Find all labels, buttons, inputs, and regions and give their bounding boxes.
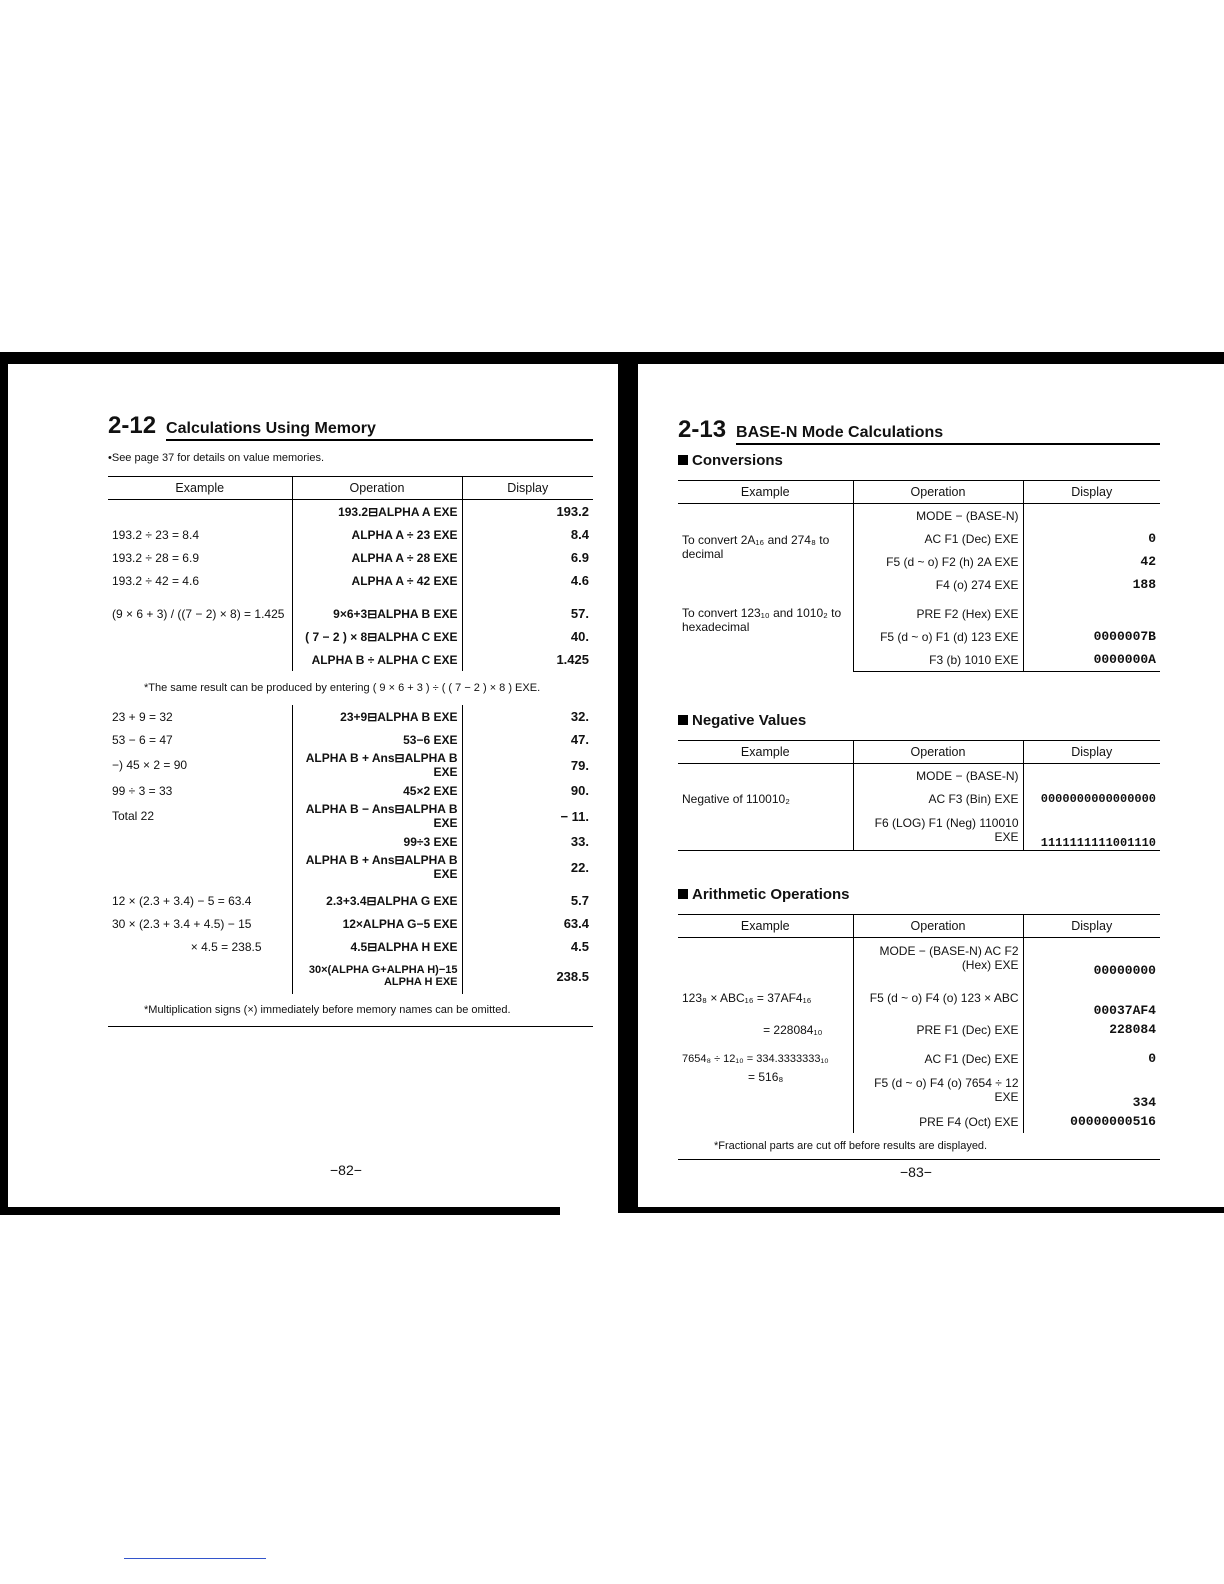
example-cell: = 516₈ bbox=[678, 1070, 853, 1110]
example-cell: 193.2 ÷ 42 = 4.6 bbox=[108, 569, 292, 592]
display-cell: 47. bbox=[570, 732, 589, 747]
square-bullet-icon bbox=[678, 889, 688, 899]
table-row bbox=[108, 728, 593, 751]
subsection-title: Conversions bbox=[692, 452, 783, 469]
example-cell bbox=[678, 938, 853, 979]
scan-border-left bbox=[0, 352, 8, 1212]
header-display: Display bbox=[1023, 915, 1160, 938]
example-cell: 99 ÷ 3 = 33 bbox=[108, 779, 292, 802]
example-cell: −) 45 × 2 = 90 bbox=[108, 751, 292, 779]
display-cell bbox=[1023, 602, 1160, 625]
display-cell bbox=[1023, 504, 1160, 528]
table-row bbox=[108, 523, 593, 546]
table-row bbox=[108, 500, 593, 524]
display-cell: 00000000516 bbox=[1070, 1114, 1156, 1129]
operation-cell: ALPHA B ÷ ALPHA C EXE bbox=[292, 648, 462, 671]
example-cell: 30 × (2.3 + 3.4 + 4.5) − 15 bbox=[108, 912, 292, 935]
header-example: Example bbox=[678, 481, 853, 504]
subsection-negative-values bbox=[678, 712, 806, 729]
display-cell: 188 bbox=[1132, 577, 1156, 592]
section-number: 2-12 bbox=[108, 412, 157, 439]
example-cell bbox=[108, 648, 292, 671]
memory-table bbox=[108, 476, 593, 1027]
example-cell bbox=[678, 810, 853, 851]
display-cell: 228084 bbox=[1109, 1022, 1156, 1037]
example-cell: = 228084₁₀ bbox=[678, 1018, 853, 1041]
section-name: BASE-N Mode Calculations bbox=[736, 424, 1160, 445]
display-cell: 0 bbox=[1148, 1051, 1156, 1066]
header-operation: Operation bbox=[853, 481, 1023, 504]
page-left bbox=[8, 364, 618, 1207]
table-row bbox=[108, 830, 593, 853]
operation-cell: AC F3 (Bin) EXE bbox=[853, 787, 1023, 810]
operation-cell: MODE − (BASE-N) bbox=[853, 764, 1023, 788]
header-display: Display bbox=[1023, 481, 1160, 504]
square-bullet-icon bbox=[678, 455, 688, 465]
display-cell: 0000000A bbox=[1023, 648, 1160, 672]
table-row bbox=[108, 853, 593, 881]
header-operation: Operation bbox=[292, 477, 462, 500]
example-cell: (9 × 6 + 3) / ((7 − 2) × 8) = 1.425 bbox=[108, 602, 292, 625]
subsection-title: Arithmetic Operations bbox=[692, 886, 850, 903]
example-cell: 193.2 ÷ 23 = 8.4 bbox=[108, 523, 292, 546]
table-row bbox=[678, 1070, 1160, 1110]
negative-table bbox=[678, 740, 1160, 851]
multiplication-note: *Multiplication signs (×) immediately before memory names can be omitted. bbox=[108, 994, 593, 1027]
section-number: 2-13 bbox=[678, 416, 727, 443]
header-operation: Operation bbox=[853, 915, 1023, 938]
example-cell bbox=[108, 958, 292, 994]
display-cell: 79. bbox=[570, 757, 589, 773]
operation-cell: F5 (d ~ o) F4 (o) 7654 ÷ 12 EXE bbox=[853, 1070, 1023, 1110]
operation-cell: 9×6+3⊟ALPHA B EXE bbox=[292, 602, 462, 625]
display-cell: 33. bbox=[570, 834, 589, 849]
operation-cell: 193.2⊟ALPHA A EXE bbox=[292, 500, 462, 524]
section-title-2-12 bbox=[108, 412, 593, 441]
table-row bbox=[108, 889, 593, 912]
table-row bbox=[678, 938, 1160, 979]
operation-cell: ALPHA A ÷ 23 EXE bbox=[292, 523, 462, 546]
example-cell: 7654₈ ÷ 12₁₀ = 334.3333333₁₀ bbox=[678, 1047, 853, 1070]
page-right bbox=[638, 364, 1224, 1207]
operation-cell: F5 (d ~ o) F2 (h) 2A EXE bbox=[853, 550, 1023, 573]
arithmetic-table bbox=[678, 914, 1160, 1160]
display-cell: 238.5 bbox=[556, 968, 589, 984]
table-row bbox=[678, 787, 1160, 810]
display-cell: 63.4 bbox=[563, 916, 589, 931]
header-example: Example bbox=[678, 741, 853, 764]
operation-cell: ALPHA B + Ans⊟ALPHA B EXE bbox=[292, 853, 462, 881]
table-row bbox=[678, 602, 1160, 625]
table-row bbox=[108, 935, 593, 958]
operation-cell: ALPHA B − Ans⊟ALPHA B EXE bbox=[292, 802, 462, 830]
display-cell: 8.4 bbox=[570, 527, 589, 542]
table-row bbox=[108, 751, 593, 779]
table-row bbox=[108, 602, 593, 625]
same-result-note: *The same result can be produced by entering ( 9 × 6 + 3 ) ÷ ( ( 7 − 2 ) × 8 ) EXE. bbox=[144, 682, 541, 694]
operation-cell: 30×(ALPHA G+ALPHA H)−15 ALPHA H EXE bbox=[292, 958, 462, 994]
example-cell bbox=[678, 1110, 853, 1133]
operation-cell: PRE F1 (Dec) EXE bbox=[853, 1018, 1023, 1041]
table-row bbox=[678, 764, 1160, 788]
operation-cell: MODE − (BASE-N) bbox=[853, 504, 1023, 528]
operation-cell: F4 (o) 274 EXE bbox=[853, 573, 1023, 596]
example-cell: To convert 123₁₀ and 1010₂ to hexadecimal bbox=[678, 602, 853, 672]
table-row bbox=[678, 1018, 1160, 1041]
example-cell: Negative of 110010₂ bbox=[678, 787, 853, 810]
display-cell: 22. bbox=[570, 859, 589, 875]
subsection-arithmetic bbox=[678, 886, 850, 903]
table-row bbox=[678, 978, 1160, 1018]
example-cell bbox=[678, 764, 853, 788]
example-cell bbox=[678, 504, 853, 528]
display-cell: 5.7 bbox=[570, 893, 589, 908]
table-row bbox=[108, 802, 593, 830]
operation-cell: PRE F2 (Hex) EXE bbox=[853, 602, 1023, 625]
operation-cell: 2.3+3.4⊟ALPHA G EXE bbox=[292, 889, 462, 912]
operation-cell: ALPHA A ÷ 28 EXE bbox=[292, 546, 462, 569]
page-number-left: −82− bbox=[330, 1162, 362, 1178]
table-row bbox=[108, 648, 593, 671]
operation-cell: F5 (d ~ o) F4 (o) 123 × ABC bbox=[853, 978, 1023, 1018]
example-cell: 193.2 ÷ 28 = 6.9 bbox=[108, 546, 292, 569]
display-cell: − 11. bbox=[560, 808, 589, 824]
display-cell: 1111111111001110 bbox=[1023, 810, 1160, 851]
display-cell: 6.9 bbox=[570, 550, 589, 565]
table-row bbox=[678, 1110, 1160, 1133]
display-cell: 0000007B bbox=[1093, 629, 1156, 644]
conversions-table bbox=[678, 480, 1160, 672]
memory-note: •See page 37 for details on value memories. bbox=[108, 452, 325, 464]
example-cell: 12 × (2.3 + 3.4) − 5 = 63.4 bbox=[108, 889, 292, 912]
section-name: Calculations Using Memory bbox=[166, 420, 593, 441]
display-cell bbox=[1023, 764, 1160, 788]
fractional-note: *Fractional parts are cut off before results are displayed. bbox=[678, 1133, 1160, 1160]
display-cell: 0 bbox=[1148, 531, 1156, 546]
operation-cell: ALPHA B + Ans⊟ALPHA B EXE bbox=[292, 751, 462, 779]
display-cell: 1.425 bbox=[556, 652, 589, 667]
table-row bbox=[108, 705, 593, 728]
table-row bbox=[678, 527, 1160, 550]
scan-border-bottom-left bbox=[0, 1207, 560, 1215]
section-title-2-13 bbox=[678, 416, 1160, 445]
table-row bbox=[108, 569, 593, 592]
display-cell: 0000000000000000 bbox=[1040, 791, 1156, 806]
operation-cell: AC F1 (Dec) EXE bbox=[853, 527, 1023, 550]
display-cell: 4.5 bbox=[570, 939, 589, 954]
display-cell: 42 bbox=[1140, 554, 1156, 569]
display-cell: 4.6 bbox=[570, 573, 589, 588]
operation-cell: MODE − (BASE-N) AC F2 (Hex) EXE bbox=[853, 938, 1023, 979]
example-cell bbox=[108, 500, 292, 524]
display-cell: 00037AF4 bbox=[1093, 1003, 1156, 1018]
header-operation: Operation bbox=[853, 741, 1023, 764]
subsection-title: Negative Values bbox=[692, 712, 807, 729]
header-example: Example bbox=[108, 477, 292, 500]
operation-cell: 53−6 EXE bbox=[292, 728, 462, 751]
example-cell: 123₈ × ABC₁₆ = 37AF4₁₆ bbox=[678, 978, 853, 1018]
page-number-right: −83− bbox=[900, 1164, 932, 1180]
operation-cell: ( 7 − 2 ) × 8⊟ALPHA C EXE bbox=[292, 625, 462, 648]
header-display: Display bbox=[462, 477, 593, 500]
example-cell: To convert 2A₁₆ and 274₈ to decimal bbox=[678, 527, 853, 596]
display-cell: 334 bbox=[1132, 1095, 1156, 1110]
display-cell: 193.2 bbox=[556, 504, 589, 519]
table-row bbox=[678, 1047, 1160, 1070]
table-row bbox=[108, 779, 593, 802]
operation-cell: 4.5⊟ALPHA H EXE bbox=[292, 935, 462, 958]
footer-rule bbox=[124, 1558, 266, 1559]
table-row bbox=[108, 912, 593, 935]
scan-border-bottom-right bbox=[618, 1207, 1224, 1213]
operation-cell: F5 (d ~ o) F1 (d) 123 EXE bbox=[853, 625, 1023, 648]
display-cell: 00000000 bbox=[1093, 963, 1156, 978]
header-example: Example bbox=[678, 915, 853, 938]
scan-border-top bbox=[0, 352, 1224, 364]
table-row bbox=[108, 625, 593, 648]
table-row bbox=[108, 546, 593, 569]
example-cell: × 4.5 = 238.5 bbox=[108, 935, 292, 958]
scan-border-spine bbox=[618, 352, 638, 1212]
table-row bbox=[678, 810, 1160, 851]
subsection-conversions bbox=[678, 452, 783, 469]
operation-cell: 99÷3 EXE bbox=[292, 830, 462, 853]
display-cell: 57. bbox=[570, 606, 589, 621]
operation-cell: 23+9⊟ALPHA B EXE bbox=[292, 705, 462, 728]
square-bullet-icon bbox=[678, 715, 688, 725]
operation-cell: 45×2 EXE bbox=[292, 779, 462, 802]
display-cell: 90. bbox=[570, 783, 589, 798]
example-cell bbox=[108, 830, 292, 853]
example-cell bbox=[108, 853, 292, 881]
operation-cell: AC F1 (Dec) EXE bbox=[853, 1047, 1023, 1070]
example-cell: 53 − 6 = 47 bbox=[108, 728, 292, 751]
table-row bbox=[678, 504, 1160, 528]
operation-cell: F3 (b) 1010 EXE bbox=[853, 648, 1023, 672]
display-cell: 40. bbox=[570, 629, 589, 644]
operation-cell: PRE F4 (Oct) EXE bbox=[853, 1110, 1023, 1133]
example-cell: Total 22 bbox=[108, 802, 292, 830]
display-cell: 32. bbox=[570, 709, 589, 724]
header-display: Display bbox=[1023, 741, 1160, 764]
example-cell: 23 + 9 = 32 bbox=[108, 705, 292, 728]
table-row bbox=[108, 958, 593, 994]
operation-cell: ALPHA A ÷ 42 EXE bbox=[292, 569, 462, 592]
operation-cell: 12×ALPHA G−5 EXE bbox=[292, 912, 462, 935]
example-cell bbox=[108, 625, 292, 648]
operation-cell: F6 (LOG) F1 (Neg) 110010 EXE bbox=[853, 810, 1023, 851]
